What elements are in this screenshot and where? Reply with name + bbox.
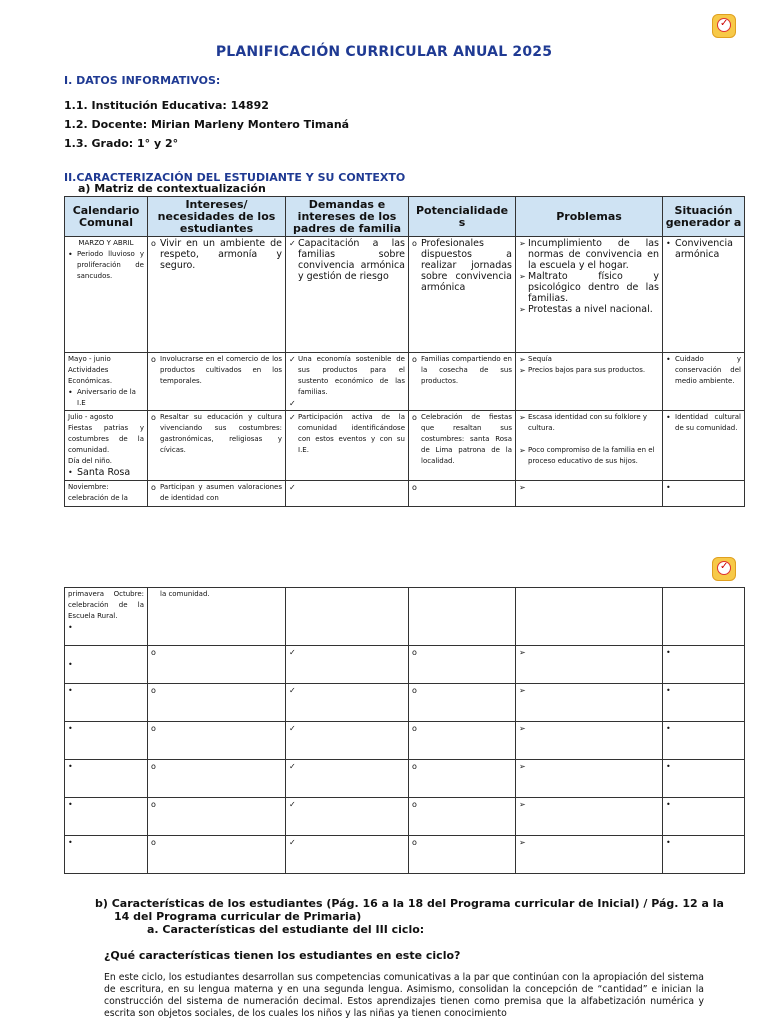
cell-situation [663, 411, 745, 481]
cell-interests [148, 481, 286, 507]
calendar-text: Periodo lluvioso y proliferación de sancudos. [77, 250, 144, 280]
section-b-paragraph: En este ciclo, los estudiantes desarrollan sus competencias comunicativas a la par que continúan con la apropiación del sistema de escritura, en su lengua materna y en una segunda lengua. Asimismo, consolidan la concepción de “cantidad” e inician la construcción del sistema de numeración decimal. Estos aprendizajes tienen como premisa que la alfabetización numérica y escrita son objetos sociales, de los cuales los niños y las niñas ya tienen conocimiento [104, 972, 704, 1019]
cell-interests [148, 836, 286, 874]
bullet-marker: • [666, 800, 671, 809]
circle-marker: o [151, 413, 156, 422]
field-grade: 1.3. Grado: 1° y 2° [64, 137, 179, 150]
calendar-period: Julio - agosto [68, 413, 114, 421]
situation-text: Cuidado y conservación del medio ambiente. [675, 355, 741, 385]
cell-problems [516, 760, 663, 798]
potentials-text: Celebración de fiestas que resaltan sus costumbres: santa Rosa de Lima patrona de la localidad. [421, 413, 512, 465]
demands-text: Una economía sostenible de sus productos para el sustento económico de las familias. [298, 355, 405, 396]
cell-potentials [409, 722, 516, 760]
section-b-question: ¿Qué características tienen los estudiantes en este ciclo? [104, 949, 461, 962]
calendar-text: Santa Rosa [77, 467, 131, 478]
header-situacion: Situación generador a [663, 197, 745, 237]
interests-text: Resaltar su educación y cultura vivenciando sus costumbres: gastronómicas, religiosas y cívicas. [160, 413, 282, 454]
demands-text: Capacitación a las familias sobre convivencia armónica y gestión de riesgo [298, 238, 405, 282]
bullet-marker: • [68, 623, 73, 632]
cell-demands [286, 481, 409, 507]
circle-marker: o [151, 724, 156, 733]
bullet-marker: • [666, 355, 671, 364]
cell-situation [663, 481, 745, 507]
cell-situation [663, 684, 745, 722]
table-row [65, 646, 745, 684]
table-row [65, 836, 745, 874]
header-calendario: Calendario Comunal [65, 197, 148, 237]
cell-demands [286, 722, 409, 760]
circle-marker: o [412, 648, 417, 657]
arrow-marker: ➢ [519, 272, 526, 281]
cell-interests [148, 237, 286, 353]
bullet-marker: • [666, 413, 671, 422]
contextualization-table [64, 196, 745, 507]
bullet-marker: • [68, 468, 73, 477]
check-marker: ✓ [289, 762, 296, 771]
arrow-marker: ➢ [519, 838, 526, 847]
field-teacher: 1.2. Docente: Mirian Marleny Montero Timaná [64, 118, 350, 131]
situation-text: Identidad cultural de su comunidad. [675, 413, 741, 432]
cell-situation [663, 722, 745, 760]
cell-problems [516, 411, 663, 481]
problem-item: Precios bajos para sus productos. [528, 366, 646, 374]
cell-calendar [65, 411, 148, 481]
cell-situation [663, 646, 745, 684]
cell-interests [148, 798, 286, 836]
bullet-marker: • [666, 838, 671, 847]
field-institution: 1.1. Institución Educativa: 14892 [64, 99, 269, 112]
interests-text: la comunidad. [160, 590, 210, 598]
page-title: PLANIFICACIÓN CURRICULAR ANUAL 2025 [215, 44, 553, 60]
bullet-marker: • [666, 648, 671, 657]
bullet-marker: • [666, 724, 671, 733]
circle-marker: o [412, 838, 417, 847]
cell-problems [516, 481, 663, 507]
cell-calendar [65, 646, 148, 684]
arrow-marker: ➢ [519, 305, 526, 314]
header-intereses: Intereses/ necesidades de los estudiantes [148, 197, 286, 237]
circle-marker: o [412, 483, 417, 492]
problem-item: Sequía [528, 355, 552, 363]
cell-situation [663, 237, 745, 353]
check-marker: ✓ [289, 399, 296, 408]
check-marker: ✓ [289, 686, 296, 695]
school-logo-icon: ✓ [712, 14, 736, 38]
table-row [65, 481, 745, 507]
cell-demands [286, 588, 409, 646]
check-marker: ✓ [289, 239, 296, 248]
section-b-heading: b) Características de los estudiantes (Pág. 16 a la 18 del Programa curricular de Inicial) / Pág. 12 a la [95, 897, 724, 910]
circle-marker: o [151, 686, 156, 695]
bullet-marker: • [666, 483, 671, 492]
header-demandas: Demandas e intereses de los padres de familia [286, 197, 409, 237]
table-row [65, 760, 745, 798]
cell-interests [148, 684, 286, 722]
bullet-marker: • [68, 686, 73, 695]
section-2-heading: II.CARACTERIZACIÓN DEL ESTUDIANTE Y SU CONTEXTO [64, 171, 406, 184]
circle-marker: o [151, 800, 156, 809]
arrow-marker: ➢ [519, 762, 526, 771]
circle-marker: o [151, 483, 156, 492]
table-row [65, 722, 745, 760]
calendar-text: primavera Octubre: celebración de la Escuela Rural. [68, 590, 144, 620]
cell-potentials [409, 646, 516, 684]
cell-potentials [409, 760, 516, 798]
cell-potentials [409, 353, 516, 411]
check-marker: ✓ [289, 648, 296, 657]
arrow-marker: ➢ [519, 355, 526, 364]
cell-interests [148, 353, 286, 411]
arrow-marker: ➢ [519, 446, 526, 455]
cell-demands [286, 646, 409, 684]
arrow-marker: ➢ [519, 800, 526, 809]
cell-demands [286, 836, 409, 874]
potentials-text: Familias compartiendo en la cosecha de sus productos. [421, 355, 512, 385]
bullet-marker: • [68, 762, 73, 771]
section-1-heading: I. DATOS INFORMATIVOS: [64, 74, 221, 87]
cell-interests [148, 722, 286, 760]
table-row [65, 237, 745, 353]
arrow-marker: ➢ [519, 648, 526, 657]
header-problemas: Problemas [516, 197, 663, 237]
check-marker: ✓ [289, 800, 296, 809]
arrow-marker: ➢ [519, 239, 526, 248]
cell-calendar [65, 684, 148, 722]
bullet-marker: • [68, 838, 73, 847]
table-row [65, 411, 745, 481]
cell-demands [286, 237, 409, 353]
problem-item: Incumplimiento de las normas de convivencia en la escuela y el hogar. [528, 238, 659, 271]
matrix-subheading: a) Matriz de contextualización [78, 182, 266, 195]
calendar-text: Día del niño. [68, 457, 112, 465]
calendar-period: Mayo - junio [68, 355, 111, 363]
circle-marker: o [151, 838, 156, 847]
table-row [65, 353, 745, 411]
cell-interests [148, 646, 286, 684]
cell-situation [663, 353, 745, 411]
table-row [65, 588, 745, 646]
problem-item: Protestas a nivel nacional. [528, 304, 653, 315]
section-b-heading-cont: 14 del Programa curricular de Primaria) [114, 910, 362, 923]
school-logo-icon: ✓ [712, 557, 736, 581]
cell-problems [516, 798, 663, 836]
bullet-marker: • [68, 800, 73, 809]
cell-situation [663, 760, 745, 798]
cell-calendar: Noviembre: celebración de la [65, 481, 148, 507]
cell-problems [516, 684, 663, 722]
cell-problems [516, 237, 663, 353]
check-marker: ✓ [289, 355, 296, 364]
circle-marker: o [151, 355, 156, 364]
cell-interests [148, 760, 286, 798]
circle-marker: o [412, 413, 417, 422]
cell-demands [286, 353, 409, 411]
circle-marker: o [412, 724, 417, 733]
cell-calendar [65, 588, 148, 646]
circle-marker: o [412, 686, 417, 695]
cell-situation [663, 798, 745, 836]
calendar-text: Fiestas patrias y costumbres de la comunidad. [68, 424, 144, 454]
arrow-marker: ➢ [519, 366, 526, 375]
cell-calendar [65, 353, 148, 411]
problem-item: Poco compromiso de la familia en el proceso educativo de sus hijos. [528, 446, 655, 465]
check-marker: ✓ [289, 483, 296, 492]
potentials-text: Profesionales dispuestos a realizar jornadas sobre convivencia armónica [421, 238, 512, 293]
cell-situation [663, 836, 745, 874]
cell-demands [286, 684, 409, 722]
table-row [65, 684, 745, 722]
bullet-marker: • [666, 686, 671, 695]
cell-calendar [65, 722, 148, 760]
check-marker: ✓ [289, 724, 296, 733]
situation-text: Convivencia armónica [675, 238, 733, 260]
cell-interests [148, 588, 286, 646]
demands-text: Participación activa de la comunidad identificándose con estos eventos y con su I.E. [298, 413, 405, 454]
calendar-period: MARZO Y ABRIL [78, 239, 134, 247]
bullet-marker: • [68, 660, 73, 669]
table-row [65, 798, 745, 836]
cell-potentials [409, 411, 516, 481]
circle-marker: o [151, 239, 156, 248]
cell-demands [286, 760, 409, 798]
bullet-marker: • [666, 239, 671, 248]
problem-item: Escasa identidad con su folklore y cultura. [528, 413, 648, 432]
circle-marker: o [412, 355, 417, 364]
cell-potentials [409, 481, 516, 507]
contextualization-table-continued [64, 587, 745, 874]
cell-calendar [65, 237, 148, 353]
circle-marker: o [412, 800, 417, 809]
calendar-text: Actividades Económicas. [68, 366, 113, 385]
bullet-marker: • [68, 388, 73, 397]
interests-text: Involucrarse en el comercio de los productos cultivados en los temporales. [160, 355, 282, 385]
cell-potentials [409, 798, 516, 836]
cell-problems [516, 353, 663, 411]
cell-problems [516, 722, 663, 760]
cell-potentials [409, 588, 516, 646]
circle-marker: o [151, 762, 156, 771]
circle-marker: o [412, 762, 417, 771]
section-b-subheading: a. Características del estudiante del III ciclo: [147, 923, 425, 936]
cell-potentials [409, 237, 516, 353]
cell-calendar [65, 836, 148, 874]
cell-demands [286, 798, 409, 836]
interests-text: Participan y asumen valoraciones de identidad con [160, 483, 282, 502]
bullet-marker: • [666, 762, 671, 771]
check-marker: ✓ [289, 413, 296, 422]
circle-marker: o [412, 239, 417, 248]
cell-problems [516, 646, 663, 684]
cell-calendar [65, 760, 148, 798]
arrow-marker: ➢ [519, 724, 526, 733]
cell-demands [286, 411, 409, 481]
cell-potentials [409, 684, 516, 722]
bullet-marker: • [68, 724, 73, 733]
header-potencialidades: Potencialidade s [409, 197, 516, 237]
cell-situation [663, 588, 745, 646]
arrow-marker: ➢ [519, 413, 526, 422]
circle-marker: o [151, 648, 156, 657]
interests-text: Vivir en un ambiente de respeto, armonía y seguro. [160, 238, 282, 271]
calendar-text: Aniversario de la I.E [77, 388, 136, 407]
cell-problems [516, 588, 663, 646]
cell-potentials [409, 836, 516, 874]
cell-calendar [65, 798, 148, 836]
problem-item: Maltrato físico y psicológico dentro de las familias. [528, 271, 659, 304]
arrow-marker: ➢ [519, 686, 526, 695]
bullet-marker: • [68, 250, 73, 259]
check-marker: ✓ [289, 838, 296, 847]
arrow-marker: ➢ [519, 483, 526, 492]
cell-interests [148, 411, 286, 481]
cell-problems [516, 836, 663, 874]
